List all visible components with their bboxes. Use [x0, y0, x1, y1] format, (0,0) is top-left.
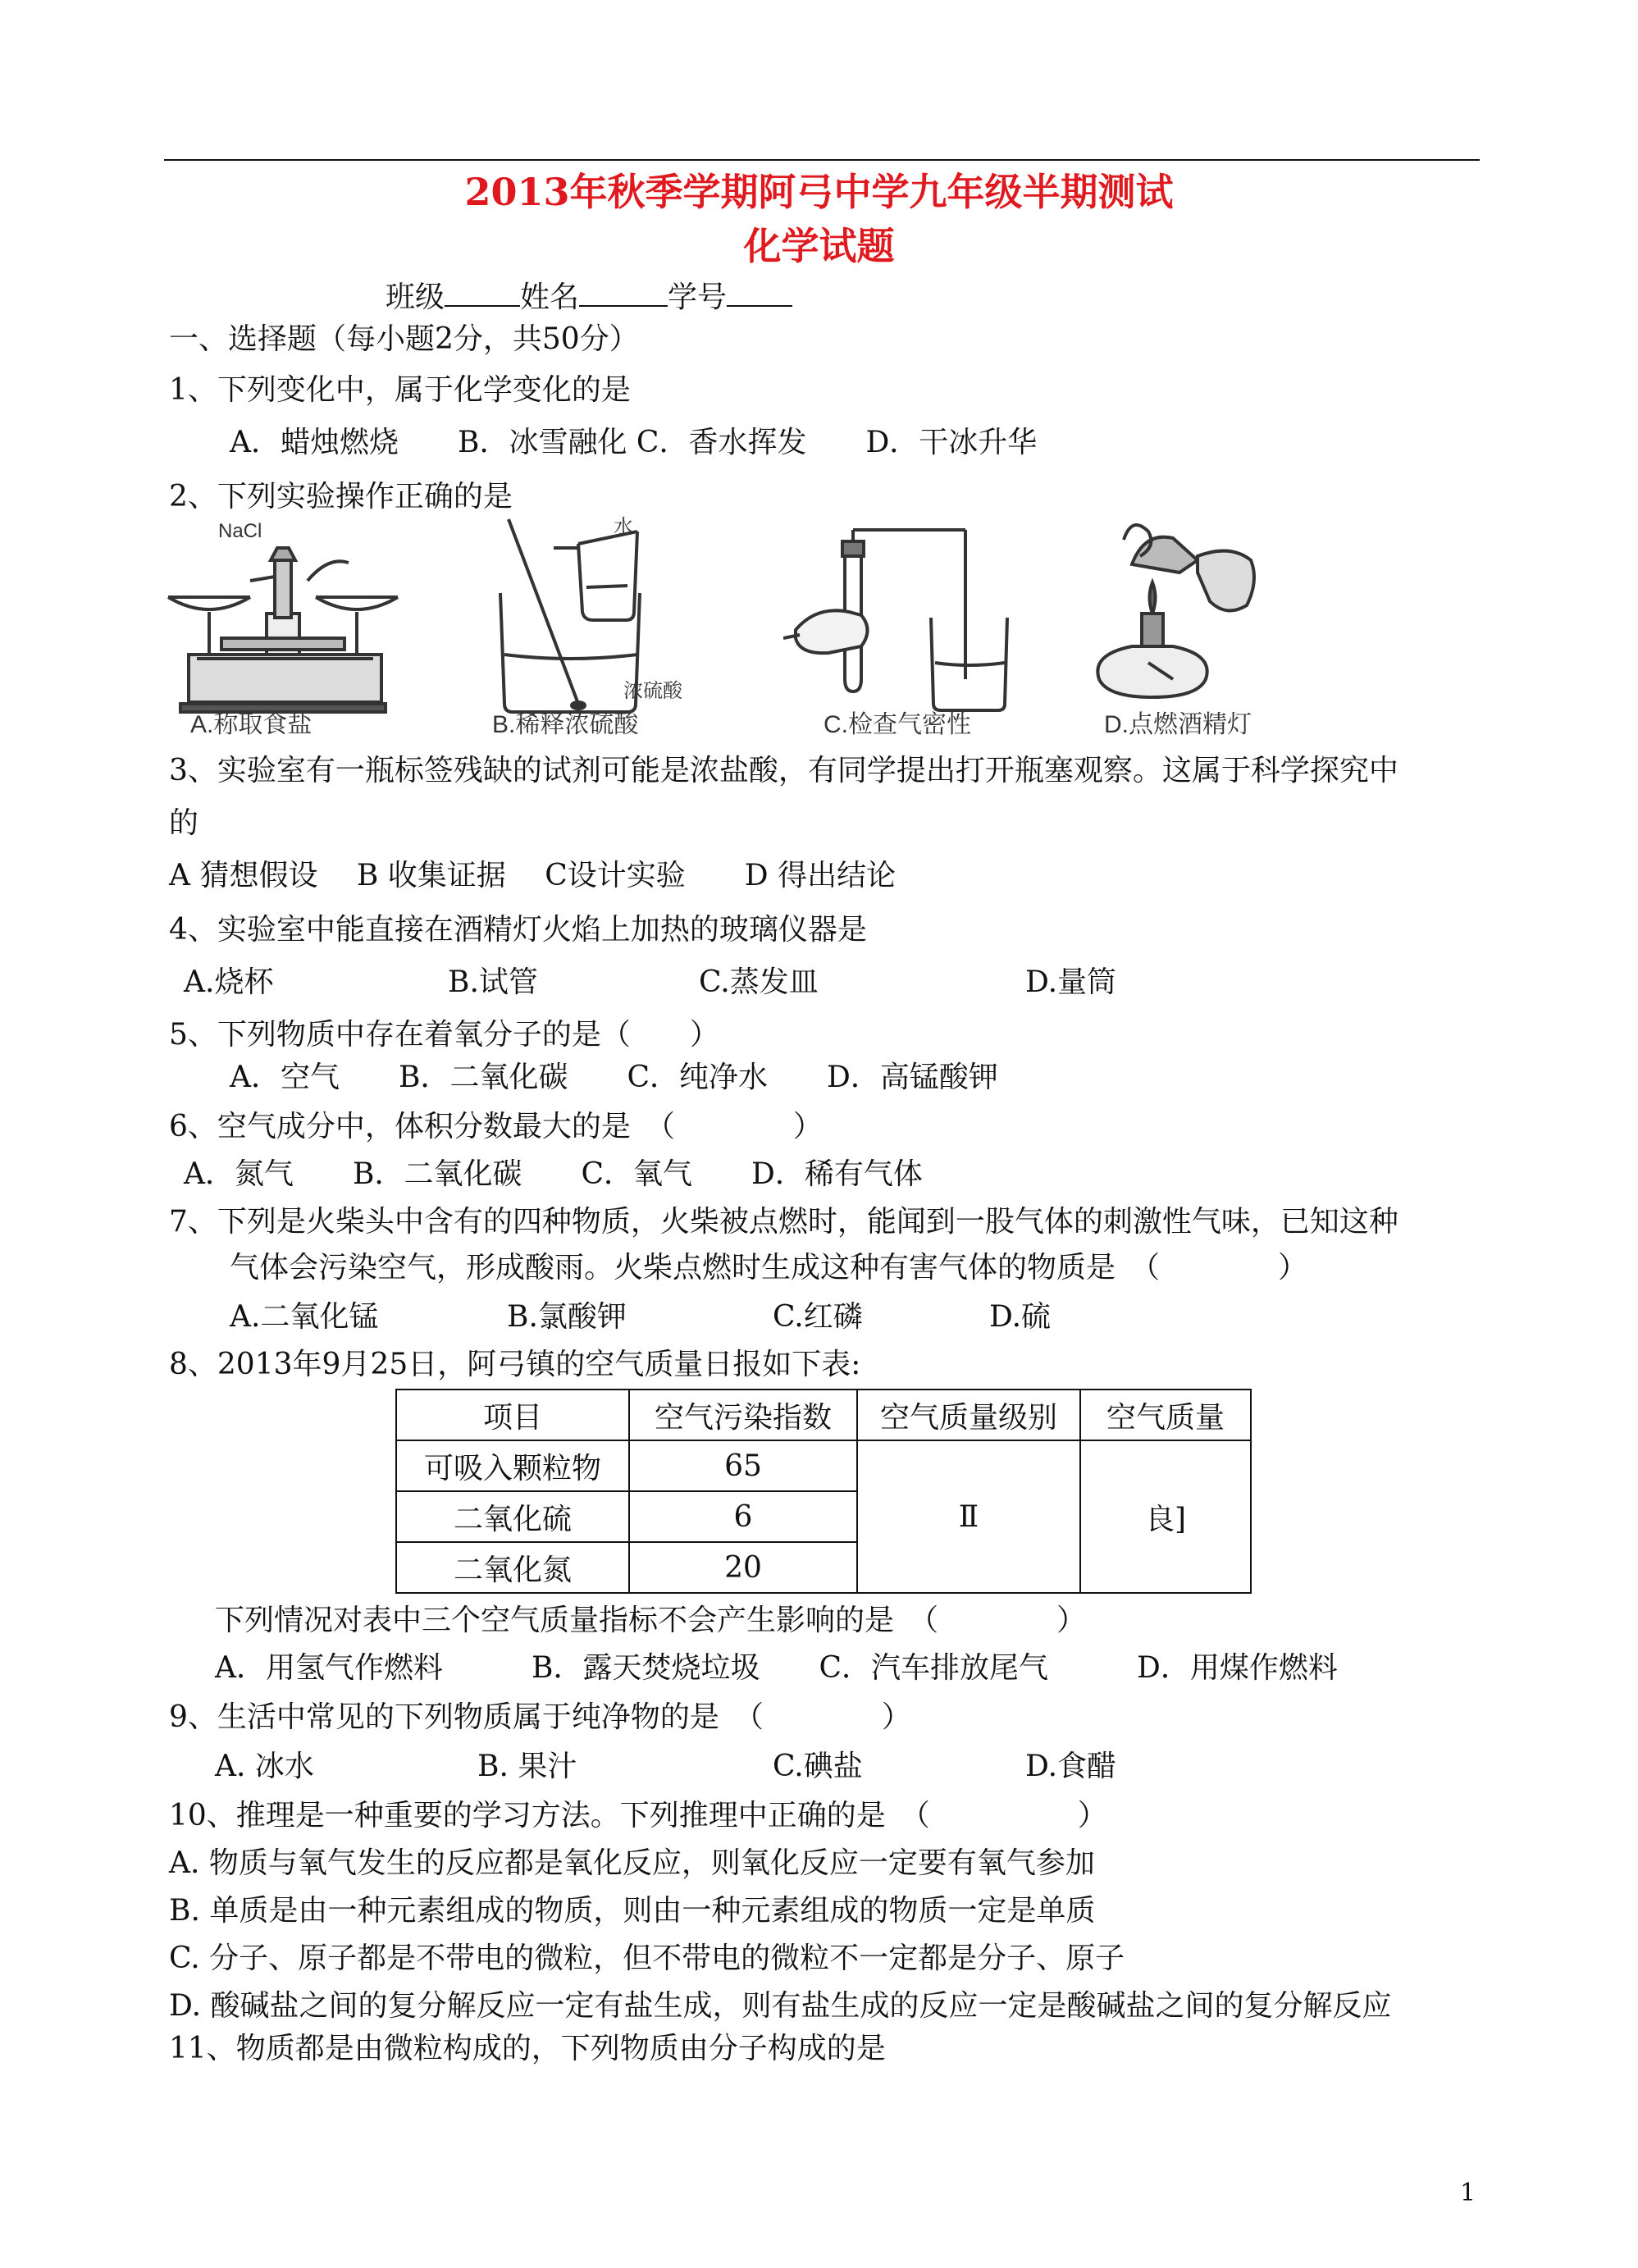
name-label: 姓名	[520, 281, 580, 314]
q6-options: A．氮气 B．二氧化碳 C．氧气 D．稀有气体	[184, 1157, 923, 1191]
q3-stem-line1: 3、实验室有一瓶标签残缺的试剂可能是浓盐酸，有同学提出打开瓶塞观察。这属于科学探究中	[169, 754, 1398, 787]
q9-option-c: C.碘盐	[773, 1750, 863, 1783]
q3-options: A 猜想假设 B 收集证据 C设计实验 D 得出结论	[169, 859, 897, 892]
airtightness-figure	[783, 515, 1038, 720]
nacl-label: NaCl	[218, 520, 262, 542]
table-row	[396, 1440, 1251, 1491]
table-header-row	[396, 1390, 1251, 1440]
q3-stem-line2: 的	[169, 806, 199, 840]
air-quality-level: Ⅱ	[857, 1440, 1080, 1593]
q2-stem: 2、下列实验操作正确的是	[169, 480, 513, 513]
row-item: 二氧化氮	[396, 1542, 629, 1593]
page-title: 2013年秋季学期阿弓中学九年级半期测试	[464, 170, 1174, 214]
figure-c-caption: C.检查气密性	[824, 711, 971, 738]
q8-options: A．用氢气作燃料 B．露天焚烧垃圾 C．汽车排放尾气 D．用煤作燃料	[215, 1651, 1338, 1685]
alcohol-lamp-figure	[1083, 515, 1271, 720]
row-item: 可吸入颗粒物	[396, 1440, 629, 1491]
q5-options: A．空气 B．二氧化碳 C．纯净水 D．高锰酸钾	[230, 1061, 998, 1094]
q10-option-b: B. 单质是由一种元素组成的物质，则由一种元素组成的物质一定是单质	[169, 1894, 1096, 1928]
q5-stem: 5、下列物质中存在着氧分子的是（ ）	[169, 1018, 719, 1052]
water-label: 水	[614, 516, 633, 538]
class-label: 班级	[386, 281, 445, 314]
q4-option-a: A.烧杯	[184, 965, 274, 999]
number-blank[interactable]	[727, 277, 792, 307]
header-level: 空气质量级别	[857, 1390, 1080, 1440]
q7-option-d: D.硫	[989, 1300, 1052, 1334]
air-quality-value: 良]	[1080, 1440, 1251, 1593]
q9-option-d: D.食醋	[1025, 1750, 1117, 1783]
row-index: 65	[629, 1440, 857, 1491]
q1-stem: 1、下列变化中，属于化学变化的是	[169, 373, 631, 407]
q7-stem-line2: 气体会污染空气，形成酸雨。火柴点燃时生成这种有害气体的物质是 （ ）	[230, 1251, 1308, 1285]
q8-stem: 8、2013年9月25日，阿弓镇的空气质量日报如下表:	[169, 1348, 861, 1381]
class-blank[interactable]	[445, 277, 520, 307]
q10-option-d: D. 酸碱盐之间的复分解反应一定有盐生成，则有盐生成的反应一定是酸碱盐之间的复分解反应	[169, 1989, 1392, 2023]
q4-option-b: B.试管	[448, 965, 538, 999]
row-index: 6	[629, 1491, 857, 1542]
student-info	[386, 277, 792, 317]
page-number: 1	[1460, 2179, 1476, 2207]
header-quality: 空气质量	[1080, 1390, 1251, 1440]
q7-stem-line1: 7、下列是火柴头中含有的四种物质，火柴被点燃时，能闻到一股气体的刺激性气味，已知这种	[169, 1205, 1398, 1239]
figure-a-caption: A.称取食盐	[190, 711, 313, 738]
q4-option-d: D.量筒	[1025, 965, 1117, 999]
page-subtitle: 化学试题	[743, 224, 895, 268]
q8-question: 下列情况对表中三个空气质量指标不会产生影响的是 （ ）	[215, 1604, 1087, 1637]
q7-option-b: B.氯酸钾	[507, 1300, 627, 1334]
q9-option-b: B. 果汁	[477, 1750, 577, 1783]
q6-stem: 6、空气成分中，体积分数最大的是 （ ）	[169, 1110, 823, 1143]
name-blank[interactable]	[579, 277, 668, 307]
row-item: 二氧化硫	[396, 1491, 629, 1542]
q10-option-c: C. 分子、原子都是不带电的微粒，但不带电的微粒不一定都是分子、原子	[169, 1942, 1125, 1975]
q1-options: A．蜡烛燃烧 B．冰雪融化 C．香水挥发 D．干冰升华	[230, 426, 1038, 459]
balance-figure	[164, 515, 410, 720]
number-label: 学号	[668, 281, 728, 314]
q9-option-a: A. 冰水	[215, 1750, 314, 1783]
header-rule	[164, 159, 1480, 161]
q7-option-c: C.红磷	[773, 1300, 863, 1334]
header-item: 项目	[396, 1390, 629, 1440]
q11-stem: 11、物质都是由微粒构成的，下列物质由分子构成的是	[169, 2032, 886, 2065]
q9-stem: 9、生活中常见的下列物质属于纯净物的是 （ ）	[169, 1700, 911, 1734]
section-heading: 一、选择题（每小题2分，共50分）	[169, 322, 639, 356]
q4-stem: 4、实验室中能直接在酒精灯火焰上加热的玻璃仪器是	[169, 913, 867, 947]
q4-option-c: C.蒸发皿	[699, 965, 819, 999]
q10-stem: 10、推理是一种重要的学习方法。下列推理中正确的是 （ ）	[169, 1799, 1107, 1832]
header-index: 空气污染指数	[629, 1390, 857, 1440]
row-index: 20	[629, 1542, 857, 1593]
q7-option-a: A.二氧化锰	[230, 1300, 379, 1334]
acid-label: 浓硫酸	[623, 680, 682, 702]
q10-option-a: A. 物质与氧气发生的反应都是氧化反应，则氧化反应一定要有氧气参加	[169, 1846, 1095, 1880]
figure-d-caption: D.点燃酒精灯	[1104, 711, 1252, 738]
air-quality-table	[395, 1389, 1252, 1594]
figure-b-caption: B.稀释浓硫酸	[492, 711, 639, 738]
